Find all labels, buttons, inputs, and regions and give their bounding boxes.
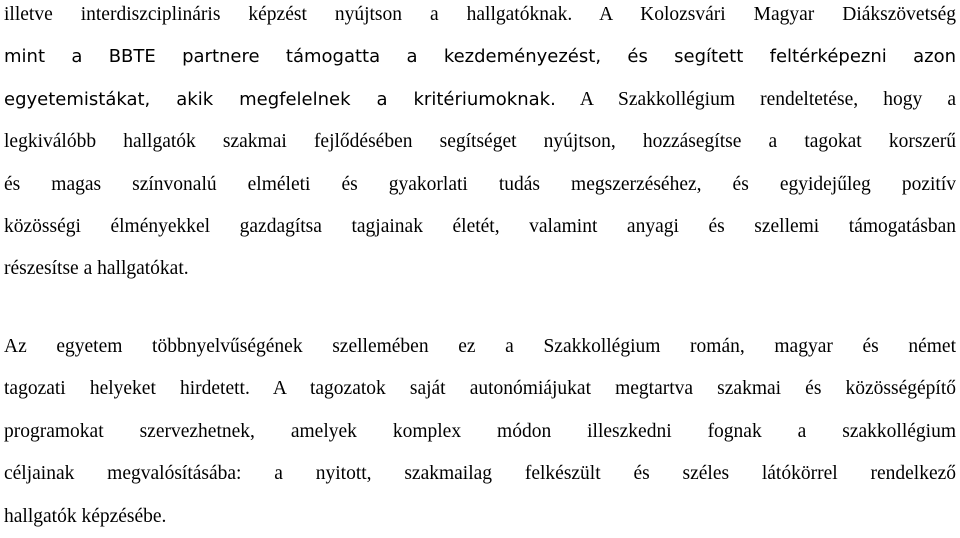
text-run: A Szakkollégium rendeltetése, hogy a <box>555 88 956 110</box>
text-line <box>4 121 956 163</box>
text-line <box>4 164 956 206</box>
text-run: legkiválóbb hallgatók szakmai fejlődésében segítséget nyújtson, hozzásegítse a tagokat korszerű <box>4 131 956 153</box>
text-line <box>4 496 956 538</box>
text-run: A tagozatok saját autonómiájukat megtartva szakmai és közösségépítő <box>249 378 956 400</box>
text-line <box>4 411 956 453</box>
text-line <box>4 36 956 78</box>
text-run: Az egyetem többnyelvűségének szellemében ez a Szakkollégium román, magyar és német <box>4 336 956 357</box>
text-run: céljainak megvalósításába: a nyitott, szakmailag felkészült és széles látókörrel rendelkező <box>4 463 956 485</box>
text-line <box>4 206 956 248</box>
text-run: egyetemistákat, akik megfelelnek a kritériumoknak. <box>4 88 556 110</box>
text-line <box>4 248 956 290</box>
text-run: és magas színvonalú elméleti és gyakorlati tudás megszerzéséhez, és egyidejűleg pozitív <box>4 173 956 195</box>
text-run: tagozati helyeket hirdetett. <box>4 378 250 400</box>
text-line <box>4 0 956 36</box>
text-run: mint a BBTE partnere támogatta a kezdeményezést, és segített feltérképezni azon <box>4 46 956 68</box>
text-run: közösségi élményekkel gazdagítsa tagjainak életét, valamint anyagi és szellemi támogatásban <box>4 215 956 237</box>
text-run: illetve interdiszciplináris képzést nyújtson a hallgatóknak. A Kolozsvári Magyar Diákszövetség <box>4 4 956 25</box>
paragraph-2 <box>4 326 956 538</box>
paragraph-1 <box>4 0 956 291</box>
text-line <box>4 453 956 495</box>
text-run: programokat szervezhetnek, amelyek komplex módon illeszkedni fognak a szakkollégium <box>4 420 956 442</box>
text-line <box>4 326 956 368</box>
text-run: részesítse a hallgatókat. <box>4 258 189 280</box>
text-run: hallgatók képzésébe. <box>4 505 167 527</box>
text-line <box>4 368 956 410</box>
text-line <box>4 79 956 121</box>
